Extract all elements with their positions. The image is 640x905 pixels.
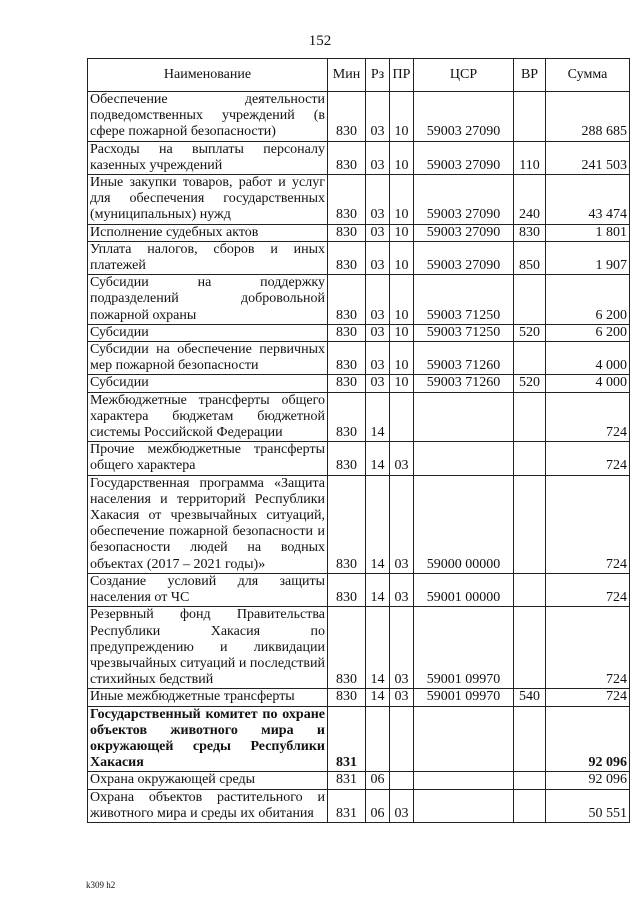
cell-sum: 1 801 <box>546 224 630 241</box>
cell-csr <box>414 772 514 789</box>
cell-rz: 03 <box>366 324 390 341</box>
cell-pr: 10 <box>390 375 414 392</box>
cell-sum: 724 <box>546 442 630 475</box>
cell-pr: 10 <box>390 275 414 325</box>
table-row <box>88 241 630 274</box>
column-header-csr: ЦСР <box>414 59 514 92</box>
cell-csr: 59003 71250 <box>414 324 514 341</box>
table-row <box>88 392 630 442</box>
cell-sum: 6 200 <box>546 324 630 341</box>
cell-vr <box>514 772 546 789</box>
budget-table <box>87 58 630 823</box>
cell-vr <box>514 789 546 822</box>
cell-name: Государственная программа «Защита населения и территорий Республики Хакасия от чрезвычайных ситуаций, обеспечение пожарной безопасности и безопасности людей на водных объектах (2017 – 2021 годы)» <box>88 475 328 573</box>
table-row <box>88 275 630 325</box>
cell-sum: 288 685 <box>546 92 630 142</box>
cell-name: Обеспечение деятельности подведомственных учреждений (в сфере пожарной безопасности) <box>88 92 328 142</box>
cell-name: Субсидии на поддержку подразделений добровольной пожарной охраны <box>88 275 328 325</box>
page-number: 152 <box>308 33 332 49</box>
cell-csr <box>414 789 514 822</box>
cell-name: Исполнение судебных актов <box>88 224 328 241</box>
cell-rz: 03 <box>366 224 390 241</box>
cell-pr: 10 <box>390 141 414 174</box>
column-header-name: Наименование <box>88 59 328 92</box>
cell-csr: 59003 71260 <box>414 375 514 392</box>
cell-rz: 03 <box>366 141 390 174</box>
cell-min: 830 <box>328 241 366 274</box>
cell-rz: 03 <box>366 342 390 375</box>
cell-vr: 110 <box>514 141 546 174</box>
table-row <box>88 706 630 772</box>
cell-rz: 03 <box>366 92 390 142</box>
footer-code: k309 h2 <box>86 880 116 890</box>
cell-pr <box>390 772 414 789</box>
table-row <box>88 689 630 706</box>
table-row <box>88 324 630 341</box>
cell-sum: 4 000 <box>546 375 630 392</box>
cell-csr: 59003 71250 <box>414 275 514 325</box>
cell-vr <box>514 607 546 689</box>
table-row <box>88 141 630 174</box>
cell-min: 831 <box>328 706 366 772</box>
cell-pr <box>390 392 414 442</box>
cell-sum: 6 200 <box>546 275 630 325</box>
cell-csr: 59000 00000 <box>414 475 514 573</box>
cell-rz: 14 <box>366 392 390 442</box>
table-row <box>88 789 630 822</box>
cell-pr: 10 <box>390 175 414 225</box>
cell-vr: 520 <box>514 375 546 392</box>
cell-name: Государственный комитет по охране объектов животного мира и окружающей среды Республики Хакасия <box>88 706 328 772</box>
cell-min: 830 <box>328 375 366 392</box>
cell-sum: 4 000 <box>546 342 630 375</box>
cell-sum: 724 <box>546 607 630 689</box>
column-header-rz: Рз <box>366 59 390 92</box>
cell-csr: 59001 09970 <box>414 607 514 689</box>
table-row <box>88 607 630 689</box>
cell-min: 831 <box>328 772 366 789</box>
cell-pr: 03 <box>390 475 414 573</box>
cell-sum: 92 096 <box>546 772 630 789</box>
table-row <box>88 475 630 573</box>
table-body <box>88 92 630 823</box>
cell-sum: 1 907 <box>546 241 630 274</box>
cell-min: 830 <box>328 607 366 689</box>
cell-min: 830 <box>328 342 366 375</box>
cell-pr <box>390 706 414 772</box>
cell-name: Субсидии <box>88 324 328 341</box>
cell-name: Расходы на выплаты персоналу казенных учреждений <box>88 141 328 174</box>
cell-min: 830 <box>328 141 366 174</box>
cell-vr: 240 <box>514 175 546 225</box>
cell-csr: 59003 27090 <box>414 224 514 241</box>
cell-min: 830 <box>328 573 366 606</box>
cell-rz: 06 <box>366 789 390 822</box>
cell-name: Субсидии на обеспечение первичных мер пожарной безопасности <box>88 342 328 375</box>
cell-min: 830 <box>328 175 366 225</box>
cell-pr: 03 <box>390 689 414 706</box>
cell-vr <box>514 475 546 573</box>
cell-csr: 59003 71260 <box>414 342 514 375</box>
cell-pr: 03 <box>390 573 414 606</box>
cell-name: Субсидии <box>88 375 328 392</box>
cell-name: Уплата налогов, сборов и иных платежей <box>88 241 328 274</box>
cell-name: Создание условий для защиты населения от ЧС <box>88 573 328 606</box>
cell-sum: 241 503 <box>546 141 630 174</box>
cell-sum: 724 <box>546 689 630 706</box>
cell-pr: 03 <box>390 442 414 475</box>
column-header-sum: Сумма <box>546 59 630 92</box>
cell-min: 830 <box>328 442 366 475</box>
cell-vr <box>514 92 546 142</box>
cell-csr <box>414 392 514 442</box>
cell-name: Резервный фонд Правительства Республики Хакасия по предупреждению и ликвидации чрезвычайных ситуаций и последствий стихийных бедствий <box>88 607 328 689</box>
cell-name: Охрана объектов растительного и животного мира и среды их обитания <box>88 789 328 822</box>
cell-pr: 10 <box>390 92 414 142</box>
table-row <box>88 175 630 225</box>
cell-rz: 14 <box>366 475 390 573</box>
cell-min: 830 <box>328 475 366 573</box>
cell-rz: 03 <box>366 275 390 325</box>
cell-rz: 14 <box>366 607 390 689</box>
cell-min: 830 <box>328 275 366 325</box>
cell-pr: 10 <box>390 241 414 274</box>
cell-rz: 03 <box>366 375 390 392</box>
cell-vr: 540 <box>514 689 546 706</box>
cell-vr <box>514 392 546 442</box>
cell-name: Прочие межбюджетные трансферты общего характера <box>88 442 328 475</box>
cell-csr: 59003 27090 <box>414 241 514 274</box>
cell-rz: 03 <box>366 241 390 274</box>
cell-name: Охрана окружающей среды <box>88 772 328 789</box>
cell-sum: 724 <box>546 573 630 606</box>
cell-csr <box>414 706 514 772</box>
cell-rz <box>366 706 390 772</box>
cell-vr: 850 <box>514 241 546 274</box>
cell-pr: 03 <box>390 789 414 822</box>
cell-sum: 92 096 <box>546 706 630 772</box>
cell-pr: 10 <box>390 342 414 375</box>
cell-csr: 59001 09970 <box>414 689 514 706</box>
cell-pr: 10 <box>390 324 414 341</box>
cell-sum: 50 551 <box>546 789 630 822</box>
cell-rz: 06 <box>366 772 390 789</box>
cell-csr: 59003 27090 <box>414 141 514 174</box>
table-row <box>88 375 630 392</box>
cell-rz: 14 <box>366 442 390 475</box>
cell-pr: 10 <box>390 224 414 241</box>
cell-csr <box>414 442 514 475</box>
cell-vr: 520 <box>514 324 546 341</box>
column-header-pr: ПР <box>390 59 414 92</box>
cell-sum: 43 474 <box>546 175 630 225</box>
cell-vr <box>514 275 546 325</box>
cell-rz: 03 <box>366 175 390 225</box>
cell-sum: 724 <box>546 392 630 442</box>
cell-vr <box>514 573 546 606</box>
cell-min: 831 <box>328 789 366 822</box>
table-row <box>88 442 630 475</box>
cell-name: Иные закупки товаров, работ и услуг для обеспечения государственных (муниципальных) нужд <box>88 175 328 225</box>
cell-pr: 03 <box>390 607 414 689</box>
table-row <box>88 224 630 241</box>
cell-name: Межбюджетные трансферты общего характера бюджетам бюджетной системы Российской Федерации <box>88 392 328 442</box>
table-row <box>88 772 630 789</box>
cell-rz: 14 <box>366 573 390 606</box>
cell-csr: 59003 27090 <box>414 175 514 225</box>
cell-min: 830 <box>328 92 366 142</box>
table-row <box>88 92 630 142</box>
cell-rz: 14 <box>366 689 390 706</box>
cell-name: Иные межбюджетные трансферты <box>88 689 328 706</box>
cell-vr <box>514 342 546 375</box>
cell-sum: 724 <box>546 475 630 573</box>
cell-min: 830 <box>328 324 366 341</box>
cell-min: 830 <box>328 392 366 442</box>
cell-csr: 59003 27090 <box>414 92 514 142</box>
table-header-row <box>88 59 630 92</box>
cell-vr <box>514 442 546 475</box>
cell-min: 830 <box>328 689 366 706</box>
column-header-min: Мин <box>328 59 366 92</box>
column-header-vr: ВР <box>514 59 546 92</box>
cell-min: 830 <box>328 224 366 241</box>
table-row <box>88 342 630 375</box>
table-row <box>88 573 630 606</box>
cell-vr <box>514 706 546 772</box>
cell-vr: 830 <box>514 224 546 241</box>
cell-csr: 59001 00000 <box>414 573 514 606</box>
